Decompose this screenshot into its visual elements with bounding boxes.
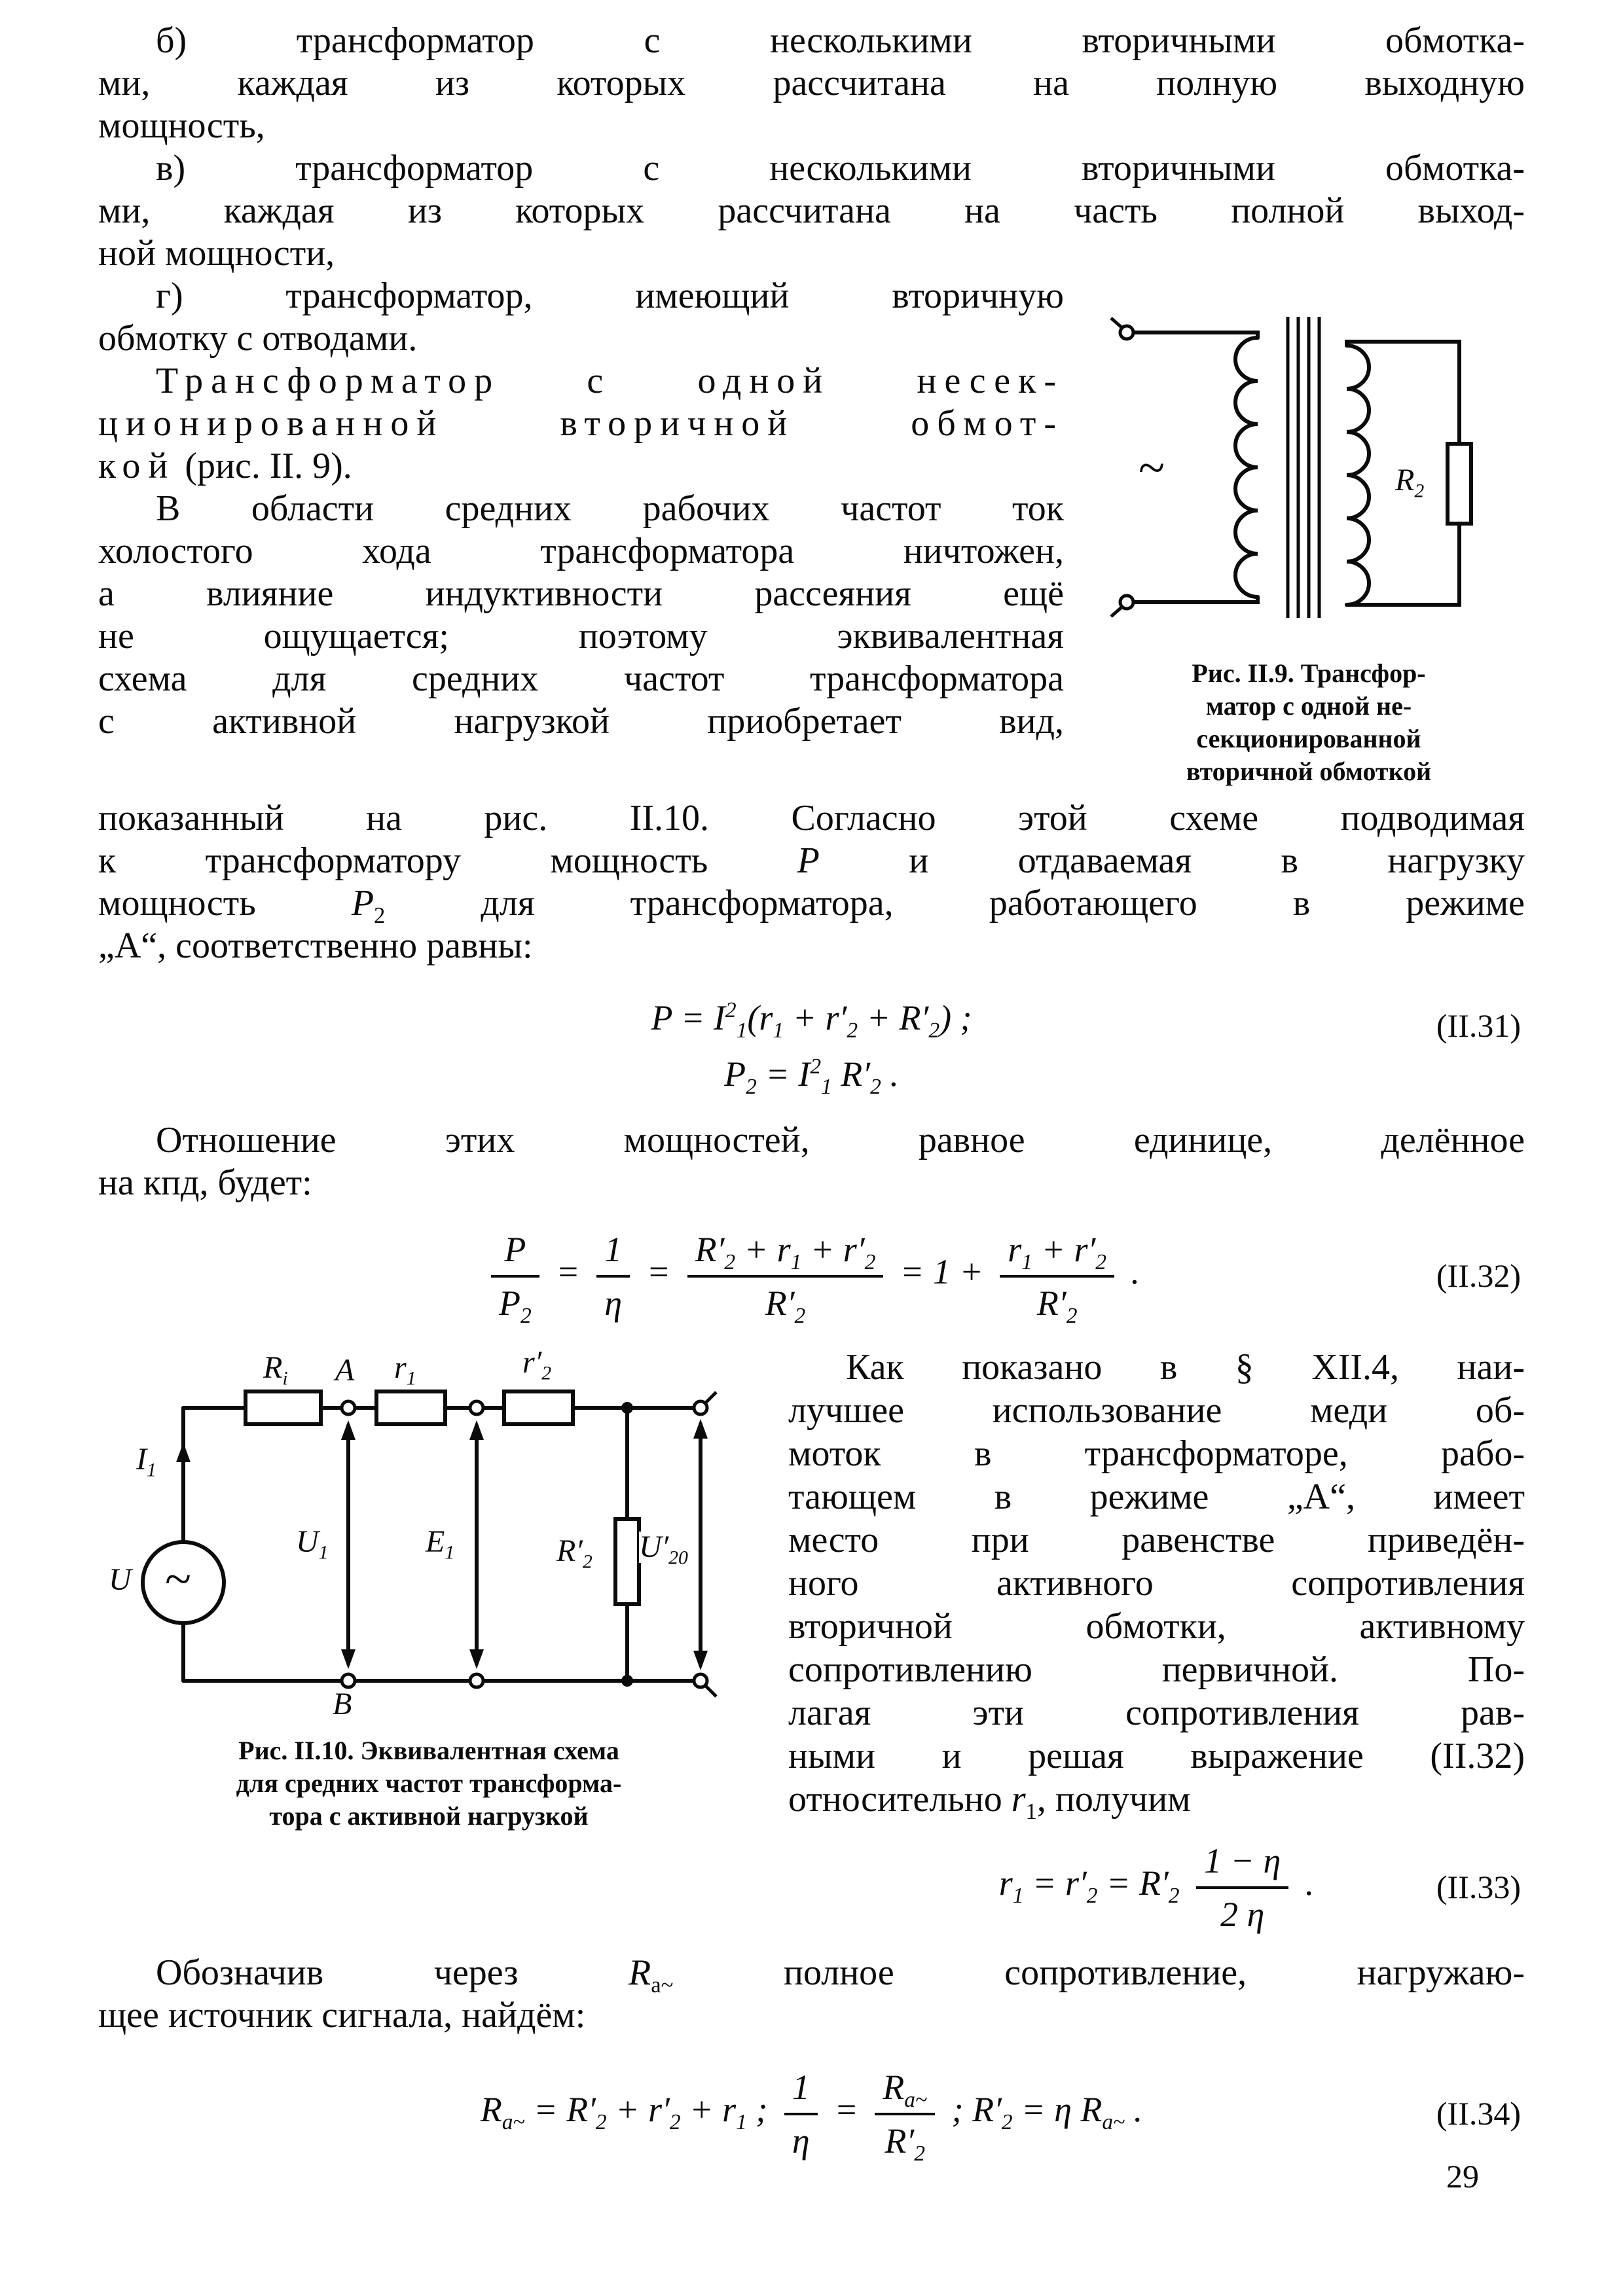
text-line: ми, каждая из которых рассчитана на часть полной выход- [98,190,1525,231]
text-line: к трансформатору мощность P и отдаваемая в нагрузку [98,840,1525,881]
equation-II-31-line1: $P = I^2_1(r_1 + r'_2 + R'_2)$ ; [651,998,972,1043]
terminal-top-tick [1111,318,1122,327]
text-line: мощность, [98,105,265,146]
secondary-winding-coil [1347,346,1369,605]
node-A-label: А [335,1353,355,1388]
right-text-column [788,1346,1525,1935]
text-line: Как показано в § XII.4, наи- [846,1347,1525,1388]
terminal-bottom-tick [1111,607,1122,617]
input-terminals [1111,318,1133,617]
text-line: ми, каждая из которых рассчитана на полную выходную [98,63,1525,103]
equation-II-33 [788,1839,1525,1935]
ac-source-symbol: ~ [165,1552,192,1606]
node-bottom-2-icon [470,1674,483,1687]
resistor-Ri [246,1391,321,1424]
page-number: 29 [1446,2158,1479,2195]
load-resistor-R2-label: $R_2$ [1395,463,1425,502]
equation-II-31-line2: $P_2 = I^2_1$ $R'_2$ . [724,1054,899,1099]
text-line: лучшее использование меди об- [788,1390,1525,1431]
text-line: Обозначив через $R_{а\sim}$ полное сопротивление, нагружаю- [156,1952,1525,1998]
junction-top-icon [621,1402,633,1414]
U20-arrow-down-icon [693,1651,708,1670]
resistor-Ri-label: $R_i$ [263,1350,288,1390]
source-voltage-U-label: U [109,1562,132,1597]
E1-arrow-down-icon [469,1649,484,1669]
node-top-2-icon [470,1401,483,1414]
figure-II-10-caption [98,1734,759,1833]
node-A-icon [342,1401,355,1414]
equation-II-32-number: (II.32) [1436,1257,1521,1294]
figure-II-9 [1093,287,1525,788]
text-line: б) трансформатор с несколькими вторичными обмотка- [156,20,1525,61]
node-B-icon [342,1674,355,1687]
caption-line: секционированной [1196,724,1421,753]
primary-top-wire [1135,332,1258,338]
text-line: сопротивлению первичной. По- [788,1649,1525,1690]
equation-II-31-number: (II.31) [1436,1007,1521,1044]
figure-II-9-caption [1093,657,1525,788]
primary-winding-coil [1235,338,1258,597]
load-resistor-R2 [1448,444,1471,524]
text-line: „А“, соответственно равны: [98,925,533,966]
resistor-r1-label: $r_1$ [394,1350,416,1390]
secondary-bottom-wire [1347,524,1459,605]
paragraph-denote-Ra [98,1952,1525,2037]
load-resistor-R2-prime-label: $R'_2$ [556,1534,593,1573]
text-line: ного активного сопротивления [788,1563,1525,1604]
terminal-top-right-tick [706,1392,716,1403]
text-line: с активной нагрузкой приобретает вид, [98,701,1064,742]
U1-arrow-down-icon [341,1649,356,1669]
text-line: кой (рис. II. 9). [98,446,352,486]
terminal-bottom-right-icon [694,1674,707,1687]
equation-II-34-number: (II.34) [1436,2095,1521,2132]
terminal-bottom-icon [1120,596,1133,609]
wires [143,1391,701,1681]
ac-source-symbol: ~ [1139,441,1165,495]
current-I1-arrow-icon [176,1443,191,1462]
text-line: на кпд, будет: [98,1162,312,1203]
text-line: Трансформатор с одной несек- [156,361,1064,401]
caption-line: Рис. II.10. Эквивалентная схема [238,1736,619,1765]
resistor-r2-prime [504,1391,573,1424]
caption-line: Рис. II.9. Трансфор- [1192,658,1426,688]
core-laminations [1288,317,1319,618]
junction-bottom-icon [621,1675,633,1687]
U20-arrow-up-icon [693,1419,708,1439]
caption-line: вторичной обмоткой [1186,757,1432,786]
terminal-bottom-right-tick [706,1686,716,1696]
text-line: г) трансформатор, имеющий вторичную [156,276,1064,316]
text-line: лагая эти сопротивления рав- [788,1693,1525,1733]
node-B-label: В [333,1687,352,1721]
load-resistor-R2-prime [615,1519,639,1604]
paragraph-item-v [98,147,1525,275]
text-line: а влияние индуктивности рассеяния ещё [98,573,1064,614]
emf-E1-label: $E_1$ [426,1524,455,1564]
resistor-r2-prime-label: $r'_2$ [522,1345,552,1384]
equation-II-34 [98,2066,1525,2166]
terminal-top-icon [1120,326,1133,339]
equation-II-33-number: (II.33) [1436,1869,1521,1905]
U1-arrow-up-icon [341,1420,356,1440]
text-line: место при равенстве приведён- [788,1520,1525,1560]
caption-line: тора с активной нагрузкой [269,1801,589,1831]
equation-II-34-body: $R_{а\sim} = R'_2 + r'_2 + r_1$ ; $\frac{1}{\eta}$ = $R_{а\sim}$ $R'_2$ ; $R'_2 = \eta$ $R_{а\sim}$ . [481,2090,1142,2129]
text-line: ной мощности, [98,233,335,274]
paragraph-mid-frequencies-cont [98,797,1525,967]
text-line: ционированной вторичной обмот- [98,403,1064,444]
text-line: Отношение этих мощностей, равное единице, делённое [156,1120,1525,1160]
text-line: В области средних рабочих частот ток [156,488,1064,529]
current-I1-label: $I_1$ [136,1442,156,1481]
text-line: ными и решая выражение (II.32) [788,1736,1525,1776]
text-line: не ощущается; поэтому эквивалентная [98,616,1064,656]
voltage-U1-label: $U_1$ [296,1524,329,1564]
caption-line: матор с одной не- [1205,691,1412,721]
text-line: мощность $P_2$ для трансформатора, работающего в режиме [98,883,1525,929]
text-line: моток в трансформаторе, рабо- [788,1433,1525,1474]
primary-bottom-wire [1135,597,1258,602]
caption-line: для средних частот трансформа- [236,1768,622,1798]
two-column-section [98,1346,1525,1935]
voltage-U20-label: $U'_{20}$ [639,1530,688,1569]
E1-arrow-up-icon [469,1420,484,1440]
text-line: тающем в режиме „А“, имеет [788,1477,1525,1517]
paragraph-power-ratio [98,1119,1525,1204]
figure-II-9-schematic [1093,287,1525,640]
text-line: обмотку с отводами. [98,318,418,359]
text-line: относительно $r_1$, получим [788,1779,1191,1825]
text-line: вторичной обмотки, активному [788,1606,1525,1647]
text-line: показанный на рис. II.10. Согласно этой схеме подводимая [98,798,1525,838]
text-line: холостого хода трансформатора ничтожен, [98,531,1064,571]
text-line: щее источник сигнала, найдём: [98,1995,586,2036]
text-line: схема для средних частот трансформатора [98,658,1064,699]
paragraph-item-b [98,20,1525,147]
figure-II-10-schematic [98,1345,759,1721]
equation-II-32-body: $\frac{P}{P_2}$ = $\frac{1}{\eta}$ = $\frac{R'_2 + r_1 + r'_2}{R'_2}$ = 1 + $\frac{r_1 + r'_2}{R'_2}$ . [483,1252,1140,1291]
equation-II-31 [98,990,1525,1102]
paragraph-copper-utilization [788,1346,1525,1825]
resistor-r1 [376,1391,445,1424]
secondary-top-wire [1347,342,1459,444]
text-line: в) трансформатор с несколькими вторичными обмотка- [156,148,1525,188]
terminal-top-right-icon [694,1401,707,1414]
equation-II-33-body: $r_1 = r'_2 = R'_2$ $\frac{1 - \eta}{2 \eta}$ . [999,1863,1314,1903]
figure-II-10 [98,1346,759,1935]
equation-II-32 [98,1228,1525,1328]
